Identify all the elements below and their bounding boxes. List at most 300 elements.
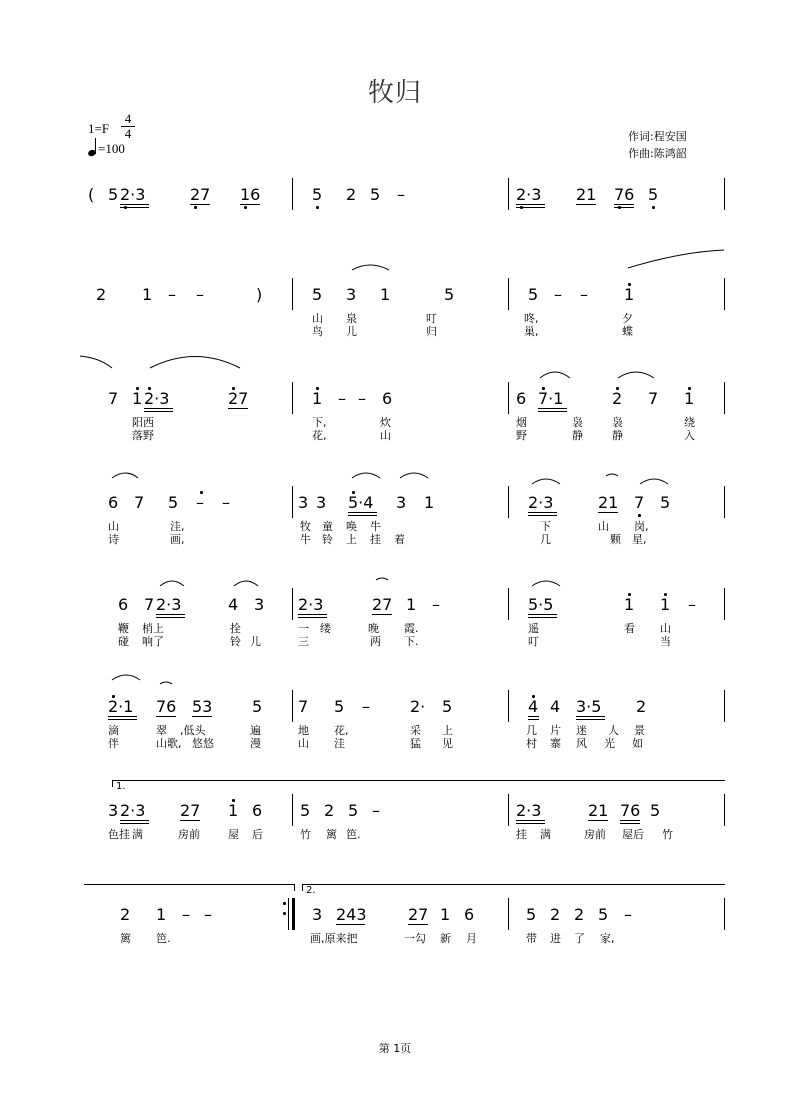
note: 27 — [408, 905, 429, 924]
lyric-verse-1: 屋后 — [622, 828, 644, 841]
note: – — [168, 285, 176, 304]
slur — [160, 682, 172, 684]
octave-dot — [652, 206, 655, 209]
repeat-dot — [283, 902, 286, 905]
lyric-verse-2: 伴 — [108, 737, 119, 750]
lyric-verse-2: 漫 — [250, 737, 261, 750]
note: 2 — [612, 389, 623, 408]
lyric-verse-1: 人 — [608, 724, 619, 737]
note: 243 — [336, 905, 367, 924]
note: 2·3 — [156, 595, 182, 614]
bar-line — [724, 178, 725, 210]
time-signature-top: 4 — [124, 111, 132, 126]
lyric-verse-1: 翠 — [156, 724, 167, 737]
note: 1 — [660, 595, 671, 614]
beam-underline — [298, 614, 327, 615]
lyric-verse-2: 落野 — [132, 429, 154, 442]
note: 76 — [156, 697, 177, 716]
note: 6 — [118, 595, 129, 614]
beam-underline — [348, 515, 377, 516]
octave-dot — [616, 387, 619, 390]
lyric-verse-1: 片 — [550, 724, 561, 737]
lyric-verse-1: 叮 — [426, 312, 437, 325]
beam-underline — [538, 411, 567, 412]
note: 5 — [528, 285, 539, 304]
beam-underline — [108, 716, 137, 717]
composer: 作曲:陈鸿韶 — [628, 147, 687, 160]
slur — [150, 357, 240, 369]
note: 5·5 — [528, 595, 554, 614]
lyric-verse-1: 带 — [526, 932, 537, 945]
lyric-verse-1: 童 — [322, 520, 333, 533]
note: 5 — [348, 801, 359, 820]
note: 76 — [614, 185, 635, 204]
bar-line — [724, 588, 725, 620]
lyric-verse-2: 着 — [394, 533, 405, 546]
bar-line — [508, 898, 509, 930]
lyric-verse-2: 铃 — [230, 635, 241, 648]
note: 5 — [660, 493, 671, 512]
bar-line — [724, 690, 725, 722]
lyric-verse-1: 牧 — [300, 520, 311, 533]
beam-underline — [298, 617, 327, 618]
lyric-verse-2: 如 — [632, 737, 643, 750]
octave-dot — [232, 799, 235, 802]
credits — [628, 128, 687, 162]
lyric-verse-1: 竹 — [300, 828, 311, 841]
lyric-verse-1: 唤 — [346, 520, 357, 533]
slur — [376, 578, 388, 580]
octave-dot — [194, 206, 197, 209]
octave-dot — [542, 387, 545, 390]
slur — [160, 581, 184, 586]
note: – — [196, 493, 204, 512]
note: 1 — [624, 595, 635, 614]
note: 2 — [550, 905, 561, 924]
lyric-verse-1: 洼, — [170, 520, 185, 533]
lyric-verse-1: 进 — [550, 932, 561, 945]
beam-underline — [156, 617, 185, 618]
octave-dot — [200, 491, 203, 494]
lyric-verse-1: 下 — [540, 520, 551, 533]
lyric-verse-2: 鸟 — [312, 325, 323, 338]
note: – — [196, 285, 204, 304]
note: 3 — [254, 595, 265, 614]
note: 2 — [574, 905, 585, 924]
note: – — [358, 389, 366, 408]
lyric-verse-1: 迷 — [576, 724, 587, 737]
lyric-verse-2: 牛 — [300, 533, 311, 546]
octave-dot — [232, 387, 235, 390]
lyric-verse-2: 颗 — [610, 533, 621, 546]
octave-dot — [688, 387, 691, 390]
octave-dot — [244, 206, 247, 209]
note: – — [432, 595, 440, 614]
note: 1 — [424, 493, 435, 512]
note: 2 — [346, 185, 357, 204]
lyric-verse-1: 一勾 — [404, 932, 426, 945]
lyric-verse-1: 屋 — [228, 828, 239, 841]
beam-underline — [144, 411, 173, 412]
note: 7 — [298, 697, 309, 716]
lyric-verse-2: 上 — [346, 533, 357, 546]
lyric-verse-2: 蝶 — [622, 325, 633, 338]
beam-underline — [144, 408, 173, 409]
lyric-verse-2: 猛 — [410, 737, 421, 750]
bar-line — [724, 794, 725, 826]
note: – — [182, 905, 190, 924]
note: 4 — [550, 697, 561, 716]
note: 5 — [648, 185, 659, 204]
note: 2 — [96, 285, 107, 304]
octave-dot — [136, 387, 139, 390]
beam-underline — [620, 820, 640, 821]
beam-underline — [516, 207, 545, 208]
lyric-verse-1: 霞. — [404, 622, 419, 635]
slur — [640, 479, 668, 484]
beam-underline — [228, 408, 248, 409]
note: 5 — [300, 801, 311, 820]
lyric-verse-1: 山 — [312, 312, 323, 325]
lyric-verse-1: 篱 — [326, 828, 337, 841]
note: 5 — [650, 801, 661, 820]
lyric-verse-2: 下. — [404, 635, 419, 648]
beam-underline — [576, 204, 596, 205]
bar-line — [508, 382, 509, 414]
note: – — [397, 185, 405, 204]
volta-1-bracket — [112, 780, 725, 787]
beam-underline — [528, 719, 539, 720]
lyric-verse-2: 三 — [298, 635, 309, 648]
beam-underline — [120, 820, 149, 821]
lyric-verse-1: 炊 — [380, 416, 391, 429]
lyric-verse-2: 几 — [540, 533, 551, 546]
lyric-verse-2: 诗 — [108, 533, 119, 546]
note: 27 — [372, 595, 393, 614]
note: 5 — [370, 185, 381, 204]
lyric-verse-1: 上 — [442, 724, 453, 737]
octave-dot — [148, 387, 151, 390]
octave-dot — [628, 593, 631, 596]
lyric-verse-2: 山 — [298, 737, 309, 750]
note: 3 — [316, 493, 327, 512]
time-signature — [121, 112, 135, 141]
lyric-verse-1: 竹 — [662, 828, 673, 841]
note: 3 — [298, 493, 309, 512]
note: 2 — [324, 801, 335, 820]
beam-underline — [576, 716, 605, 717]
slur — [112, 473, 138, 478]
lyric-verse-1: 牛 — [370, 520, 381, 533]
beam-underline — [108, 719, 137, 720]
octave-dot — [664, 593, 667, 596]
note: 3 — [108, 801, 119, 820]
tempo-marking — [88, 138, 125, 158]
lyric-verse-1: 梢上 — [142, 622, 164, 635]
lyric-verse-1: 山 — [598, 520, 609, 533]
note: 2·3 — [516, 801, 542, 820]
lyric-verse-2: 静 — [612, 429, 623, 442]
note: 21 — [598, 493, 619, 512]
octave-dot — [112, 695, 115, 698]
note: – — [554, 285, 562, 304]
lyric-verse-1: 拴 — [230, 622, 241, 635]
beam-underline — [528, 617, 557, 618]
beam-underline — [538, 408, 567, 409]
volta-2-number: 2. — [306, 885, 316, 896]
note: 3 — [312, 905, 323, 924]
note: 3 — [346, 285, 357, 304]
beam-underline — [190, 204, 210, 205]
note: – — [580, 285, 588, 304]
note: 3 — [396, 493, 407, 512]
note: 6 — [516, 389, 527, 408]
lyric-verse-1: 景 — [634, 724, 645, 737]
bar-line — [724, 486, 725, 518]
page-footer: 第 1页 — [378, 1042, 412, 1055]
bar-line — [292, 486, 293, 518]
lyric-verse-1: 缕 — [320, 622, 331, 635]
note: 7 — [634, 493, 645, 512]
beam-underline — [528, 614, 557, 615]
beam-underline — [620, 823, 640, 824]
bar-line — [508, 794, 509, 826]
note: 1 — [406, 595, 417, 614]
note: 2·1 — [108, 697, 134, 716]
lyric-verse-1: 滴 — [108, 724, 119, 737]
lyric-verse-1: 咚, — [524, 312, 539, 325]
slur — [234, 581, 258, 586]
note: 2·3 — [120, 185, 146, 204]
slur — [540, 372, 570, 378]
note: 3·5 — [576, 697, 602, 716]
note: 6 — [464, 905, 475, 924]
lyric-verse-1: 房前 — [178, 828, 200, 841]
bar-line — [724, 278, 725, 310]
bar-line — [292, 278, 293, 310]
lyric-verse-1: 夕 — [622, 312, 633, 325]
slur — [532, 479, 560, 484]
note: 2·3 — [528, 493, 554, 512]
lyric-verse-1: 花, — [334, 724, 349, 737]
beam-underline — [180, 820, 200, 821]
lyric-verse-2: 画, — [170, 533, 185, 546]
lyric-verse-1: 晚 — [368, 622, 379, 635]
slur — [112, 675, 140, 680]
volta-1-number: 1. — [116, 781, 126, 792]
note: – — [222, 493, 230, 512]
note: 4 — [228, 595, 239, 614]
lyric-verse-1: 岗, — [634, 520, 649, 533]
note: 6 — [252, 801, 263, 820]
lyric-verse-1: 家, — [600, 932, 615, 945]
lyric-verse-2: 山 — [380, 429, 391, 442]
note: 1 — [624, 285, 635, 304]
note: 6 — [382, 389, 393, 408]
note: 1 — [156, 905, 167, 924]
note: 5 — [312, 285, 323, 304]
bar-line — [508, 486, 509, 518]
note: 27 — [180, 801, 201, 820]
beam-underline — [120, 207, 149, 208]
note: 53 — [192, 697, 213, 716]
lyric-verse-1: 采 — [410, 724, 421, 737]
lyric-verse-1: 下, — [312, 416, 327, 429]
lyricist: 作词:程安国 — [628, 130, 687, 143]
key-signature: 1=F — [88, 121, 110, 136]
beam-underline — [528, 515, 557, 516]
note: – — [688, 595, 696, 614]
lyric-verse-2: 山歌, — [156, 737, 182, 750]
beam-underline — [336, 924, 365, 925]
note: 5 — [526, 905, 537, 924]
lyric-verse-1: 几 — [526, 724, 537, 737]
note: 2·3 — [120, 801, 146, 820]
note: 1 — [132, 389, 143, 408]
beam-underline — [614, 207, 634, 208]
repeat-bar-line — [288, 898, 289, 930]
note: 27 — [228, 389, 249, 408]
note: 5 — [252, 697, 263, 716]
octave-dot — [628, 283, 631, 286]
beam-underline — [528, 512, 557, 513]
lyric-verse-1: 绕 — [684, 416, 695, 429]
note: 5 — [444, 285, 455, 304]
beam-underline — [192, 716, 212, 717]
bar-line — [508, 690, 509, 722]
bar-line — [508, 278, 509, 310]
lyric-verse-2: 野 — [516, 429, 527, 442]
slur — [532, 581, 560, 586]
beam-underline — [120, 823, 149, 824]
lyric-verse-1: 挂 — [516, 828, 527, 841]
lyric-verse-1: 阳西 — [132, 416, 154, 429]
note: 1 — [440, 905, 451, 924]
lyric-verse-1: 烟 — [516, 416, 527, 429]
octave-dot — [352, 491, 355, 494]
bar-line — [724, 382, 725, 414]
bar-line — [724, 898, 725, 930]
note: – — [362, 697, 370, 716]
note: 16 — [240, 185, 261, 204]
lyric-verse-1: 篱 — [120, 932, 131, 945]
beam-underline — [598, 512, 618, 513]
note: 21 — [588, 801, 609, 820]
slur — [352, 473, 380, 478]
slur — [400, 473, 428, 478]
lyric-verse-2: 星, — [632, 533, 647, 546]
lyric-verse-1: 新 — [440, 932, 451, 945]
note: 7·1 — [538, 389, 564, 408]
note: 1 — [380, 285, 391, 304]
lyric-verse-2: 铃 — [322, 533, 333, 546]
octave-dot — [638, 514, 641, 517]
note: 1 — [684, 389, 695, 408]
note: 2·3 — [144, 389, 170, 408]
lyric-verse-1: 画,原来把 — [310, 932, 358, 945]
lyric-verse-2: 儿 — [250, 635, 261, 648]
octave-dot — [316, 206, 319, 209]
lyric-verse-2: 悠悠 — [192, 737, 214, 750]
lyric-verse-2: 儿 — [346, 325, 357, 338]
beam-underline — [588, 820, 608, 821]
lyric-verse-1: 笆. — [346, 828, 361, 841]
note: – — [204, 905, 212, 924]
beam-underline — [614, 204, 634, 205]
note: ) — [256, 285, 263, 304]
note: – — [624, 905, 632, 924]
lyric-verse-2: 村 — [526, 737, 537, 750]
lyric-verse-2: 碰 — [118, 635, 129, 648]
note: 2 — [120, 905, 131, 924]
lyric-verse-1: ,低头 — [180, 724, 206, 737]
lyric-verse-1: 满 — [540, 828, 551, 841]
lyric-verse-1: 了 — [574, 932, 585, 945]
bar-line — [292, 178, 293, 210]
octave-dot — [316, 387, 319, 390]
bar-line — [508, 178, 509, 210]
beam-underline — [372, 614, 392, 615]
lyric-verse-1: 袅 — [572, 416, 583, 429]
lyric-verse-1: 笆. — [156, 932, 171, 945]
lyric-verse-1: 满 — [132, 828, 143, 841]
lyric-verse-1: 月 — [466, 932, 477, 945]
volta-1-bracket-continued — [84, 884, 295, 891]
lyric-verse-2: 洼 — [334, 737, 345, 750]
beam-underline — [240, 204, 260, 205]
volta-2-bracket — [302, 884, 725, 891]
lyric-verse-1: 看 — [624, 622, 635, 635]
beam-underline — [156, 716, 176, 717]
note: 1 — [142, 285, 153, 304]
lyric-verse-1: 遍 — [250, 724, 261, 737]
time-signature-bottom: 4 — [124, 126, 132, 141]
quarter-note-icon — [88, 138, 98, 158]
note: 1 — [312, 389, 323, 408]
note: ( — [88, 185, 95, 204]
note: 5 — [334, 697, 345, 716]
note: 27 — [190, 185, 211, 204]
lyric-verse-2: 挂 — [370, 533, 381, 546]
lyric-verse-1: 泉 — [346, 312, 357, 325]
beam-underline — [528, 716, 539, 717]
note: 2·3 — [516, 185, 542, 204]
note: 5 — [442, 697, 453, 716]
slur — [606, 474, 618, 476]
repeat-bar-line — [292, 898, 295, 930]
lyric-verse-2: 静 — [572, 429, 583, 442]
note: 5 — [598, 905, 609, 924]
note: 5 — [168, 493, 179, 512]
lyric-verse-2: 花, — [312, 429, 327, 442]
lyric-verse-1: 后 — [252, 828, 263, 841]
lyric-verse-2: 光 — [604, 737, 615, 750]
note: 7 — [134, 493, 145, 512]
beam-underline — [516, 823, 545, 824]
beam-underline — [516, 204, 545, 205]
note: 7 — [144, 595, 155, 614]
note: – — [372, 801, 380, 820]
slur — [80, 356, 112, 368]
lyric-verse-2: 响了 — [142, 635, 164, 648]
lyric-verse-2: 入 — [684, 429, 695, 442]
bar-line — [292, 588, 293, 620]
bar-line — [292, 382, 293, 414]
lyric-verse-1: 地 — [298, 724, 309, 737]
lyric-verse-2: 两 — [370, 635, 381, 648]
lyric-verse-1: 一 — [298, 622, 309, 635]
beam-underline — [516, 820, 545, 821]
